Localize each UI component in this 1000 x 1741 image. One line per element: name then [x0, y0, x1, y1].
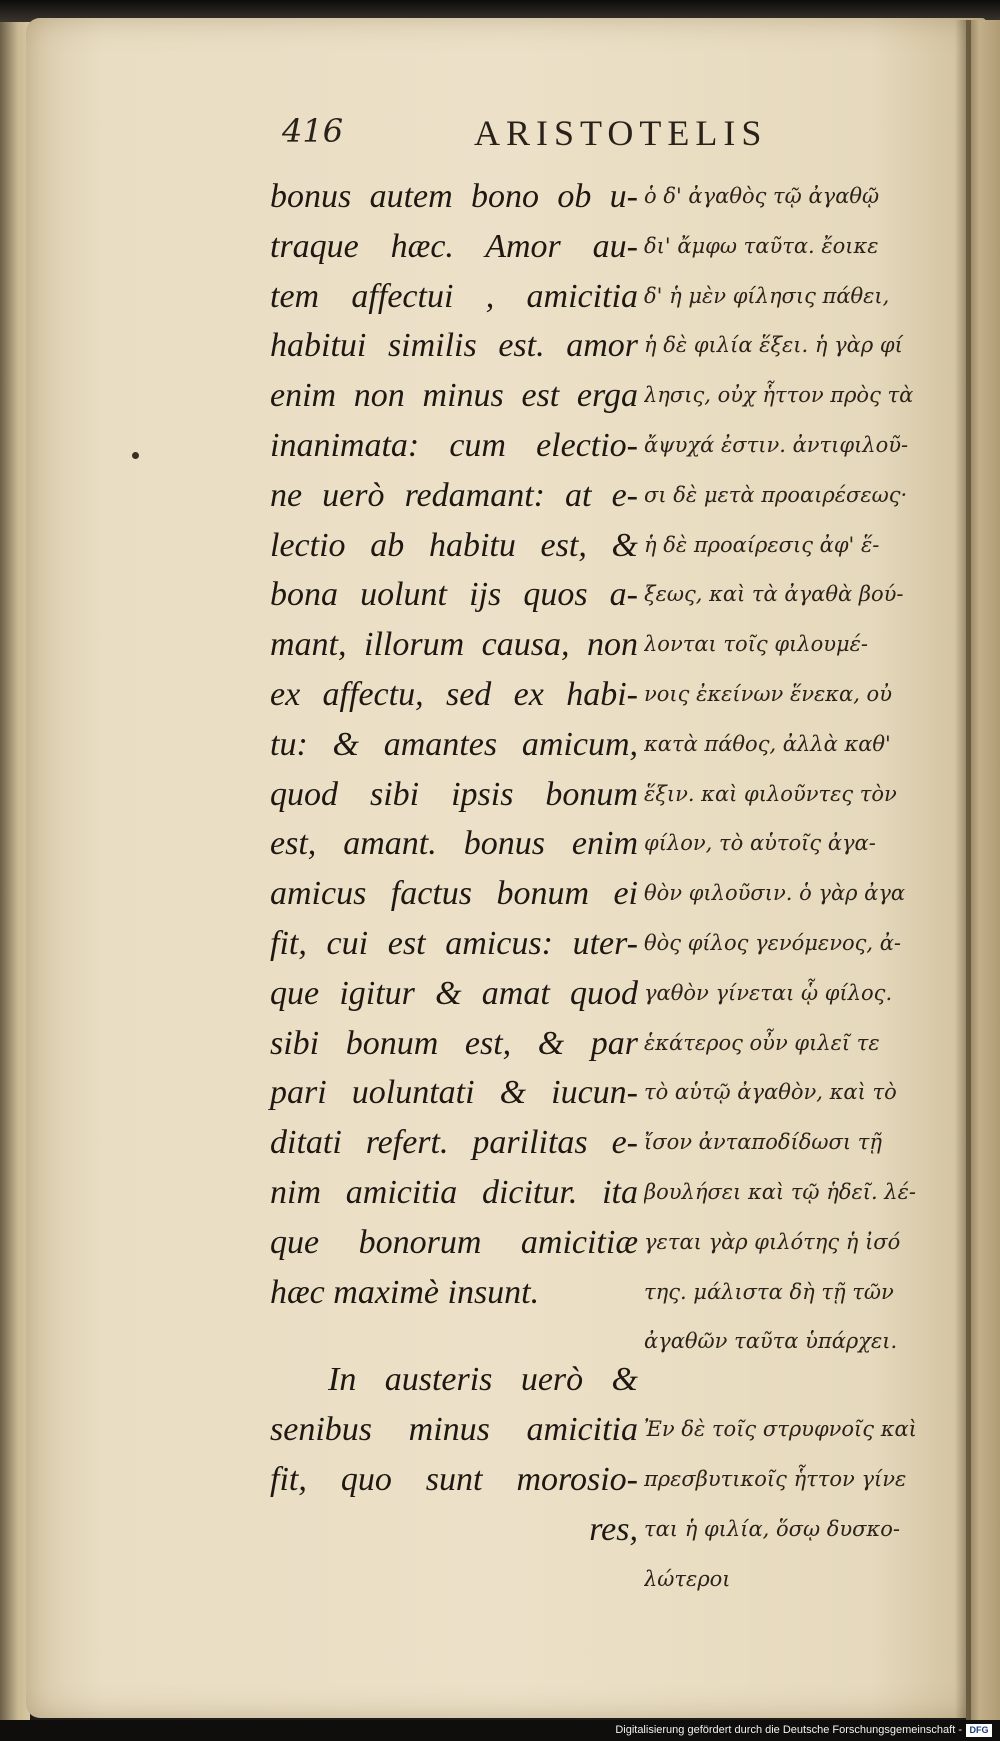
greek-line: λώτεροι	[644, 1566, 731, 1591]
greek-line: λονται τοῖς φιλουμέ-	[644, 632, 869, 657]
greek-line: φίλον, τὸ αὑτοῖς ἀγα-	[644, 831, 876, 856]
greek-line: νοις ἐκείνων ἕνεκα, οὐ	[644, 681, 892, 706]
greek-line: ἀγαθῶν ταῦτα ὑπάρχει.	[644, 1329, 898, 1354]
greek-text-column	[644, 172, 970, 1604]
facing-page-edge	[966, 20, 1000, 1720]
page-number: 416	[282, 112, 344, 150]
paragraph-gap	[270, 1317, 638, 1355]
greek-line: πρεσβυτικοῖς ἧττον γίνε	[644, 1466, 907, 1491]
latin-line: que bonorum amicitiæ	[270, 1223, 638, 1261]
greek-line: τὸ αὑτῷ ἀγαθὸν, καὶ τὸ	[644, 1080, 897, 1105]
greek-line: ἑκάτερος οὖν φιλεῖ τε	[644, 1030, 880, 1055]
greek-line: θὸν φιλοῦσιν. ὁ γὰρ ἀγα	[644, 881, 906, 906]
latin-line: bonus autem bono ob u-	[270, 178, 638, 215]
greek-line: κατὰ πάθος, ἀλλὰ καθ'	[644, 731, 891, 756]
latin-line: est, amant. bonus enim	[270, 825, 638, 863]
greek-line: ἕξιν. καὶ φιλοῦντες τὸν	[644, 781, 897, 806]
latin-line: enim non minus est erga	[270, 377, 638, 415]
running-head-title: ARISTOTELIS	[474, 113, 768, 153]
dfg-logo: DFG	[966, 1724, 992, 1737]
greek-line: λησις, οὐχ ἧττον πρὸς τὰ	[644, 383, 914, 408]
margin-ink-dot	[132, 452, 139, 459]
greek-line: γαθὸν γίνεται ᾧ φίλος.	[644, 980, 893, 1005]
latin-line: hæc maximè insunt.	[270, 1273, 540, 1311]
latin-text-column	[270, 172, 638, 1555]
latin-line: fit, cui est amicus: uter-	[270, 924, 638, 962]
latin-line: fit, quo sunt morosio-	[270, 1460, 638, 1498]
greek-line: γεται γὰρ φιλότης ἡ ἰσό	[644, 1229, 901, 1254]
latin-line: traque hæc. Amor au-	[270, 227, 638, 265]
greek-line: ἴσον ἀνταποδίδωσι τῇ	[644, 1130, 882, 1155]
latin-line: amicus factus bonum ei	[270, 875, 638, 913]
latin-line: pari uoluntati & iucun-	[270, 1074, 638, 1112]
funding-credit: Digitalisierung gefördert durch die Deutsche Forschungsgemeinschaft -	[615, 1724, 962, 1736]
latin-line: ne uerò redamant: at e-	[270, 476, 638, 514]
latin-line: ex affectu, sed ex habi-	[270, 675, 638, 713]
latin-line: In austeris uerò &	[328, 1361, 638, 1399]
latin-line: senibus minus amicitia	[270, 1411, 638, 1449]
greek-line: ται ἡ φιλία, ὅσῳ δυσκο-	[644, 1516, 901, 1541]
greek-line: ἡ δὲ φιλία ἕξει. ἡ γὰρ φί	[644, 333, 903, 358]
greek-line: βουλήσει καὶ τῷ ἡδεῖ. λέ-	[644, 1179, 916, 1204]
latin-line: bona uolunt ijs quos a-	[270, 576, 638, 614]
latin-line: lectio ab habitu est, &	[270, 526, 638, 564]
paragraph-gap	[644, 1367, 970, 1405]
latin-line: habitui similis est. amor	[270, 327, 638, 365]
latin-line: tu: & amantes amicum,	[270, 725, 638, 763]
greek-line: θὸς φίλος γενόμενος, ἀ-	[644, 930, 901, 955]
latin-line: quod sibi ipsis bonum	[270, 775, 638, 813]
greek-line: ξεως, καὶ τὰ ἀγαθὰ βού-	[644, 582, 904, 607]
latin-line: nim amicitia dicitur. ita	[270, 1173, 638, 1211]
greek-line: ὁ δ' ἀγαθὸς τῷ ἀγαθῷ	[644, 184, 880, 208]
running-header	[282, 112, 842, 162]
latin-line: mant, illorum causa, non	[270, 626, 638, 664]
greek-line: της. μάλιστα δὴ τῇ τῶν	[644, 1279, 894, 1304]
latin-line: inanimata: cum electio-	[270, 426, 638, 464]
latin-line: que igitur & amat quod	[270, 974, 638, 1012]
latin-line: res,	[589, 1510, 638, 1548]
greek-line: δ' ἡ μὲν φίλησις πάθει,	[644, 283, 890, 308]
greek-line: δι' ἄμφω ταῦτα. ἔοικε	[644, 233, 879, 258]
latin-line: sibi bonum est, & par	[270, 1024, 638, 1062]
greek-line: ἄψυχά ἐστιν. ἀντιφιλοῦ-	[644, 432, 909, 457]
greek-line: σι δὲ μετὰ προαιρέσεως·	[644, 482, 908, 507]
latin-line: ditati refert. parilitas e-	[270, 1124, 638, 1162]
latin-line: tem affectui , amicitia	[270, 277, 638, 315]
greek-line: ἡ δὲ προαίρεσις ἀφ' ἕ-	[644, 532, 880, 557]
greek-line: Ἐν δὲ τοῖς στρυφνοῖς καὶ	[644, 1417, 917, 1442]
